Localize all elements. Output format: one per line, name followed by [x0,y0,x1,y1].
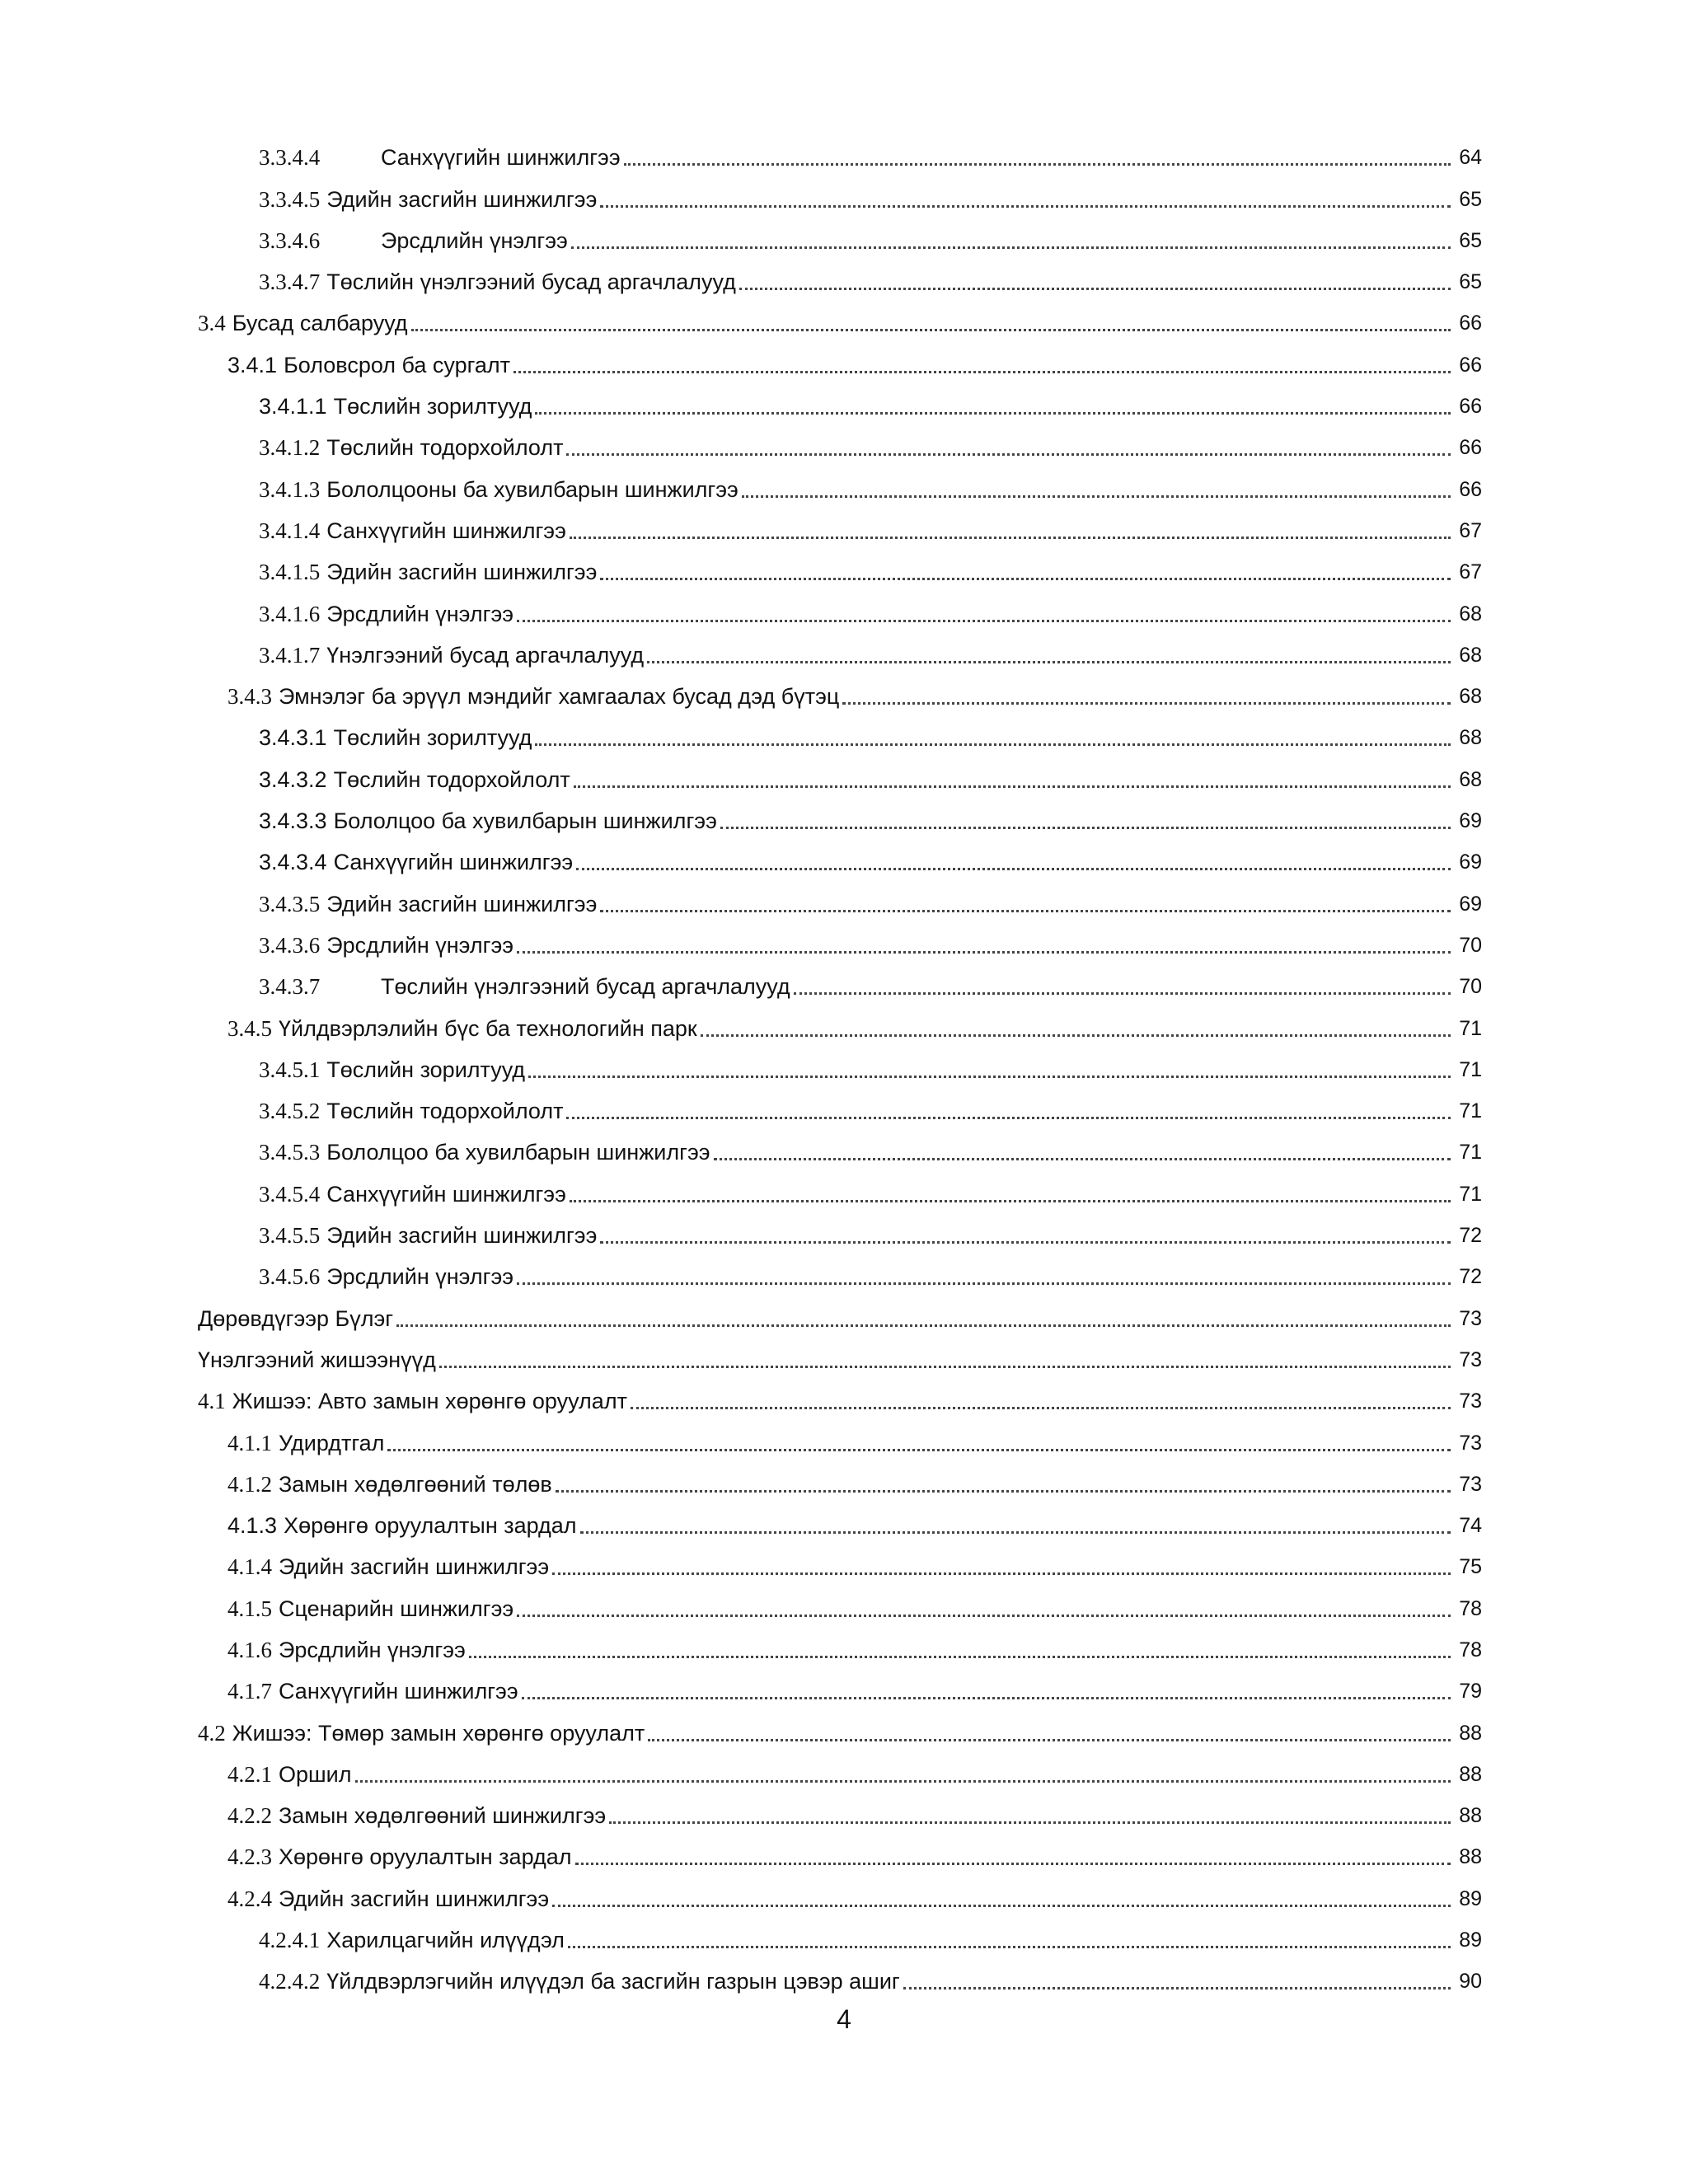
dot-leader [720,826,1451,829]
toc-entry-title: Эдийн засгийн шинжилгээ [326,1223,598,1249]
toc-entry-number: 3.4.1.2 [259,435,321,461]
toc-entry-title: Санхүүгийн шинжилгээ [333,850,574,875]
toc-entry-title: Төслийн тодорхойлолт [326,435,564,461]
toc-entry-number: 4.1.7 [227,1679,272,1704]
toc-entry-number: 4.2.1 [227,1761,272,1787]
toc-entry-page: 66 [1459,436,1482,460]
toc-entry-page: 89 [1459,1886,1482,1910]
toc-entry-title: Жишээ: Авто замын хөрөнгө оруулалт [232,1389,627,1414]
toc-entry-title: Эдийн засгийн шинжилгээ [279,1554,550,1580]
dot-leader [648,1738,1451,1741]
toc-entry-number: 3.4.1.4 [259,518,321,543]
toc-entry-title: Эрсдлийн үнэлгээ [326,601,514,626]
toc-entry[interactable] [198,420,1482,462]
toc-entry-number: 3.4.3.4 [259,850,327,875]
toc-entry-number: 3.4.3.7 [259,974,321,1000]
toc-entry-number: 4.2.4 [227,1886,272,1911]
toc-entry-page: 73 [1459,1347,1482,1371]
toc-entry[interactable] [198,1581,1482,1622]
toc-entry-title: Үнэлгээний бусад аргачлалууд [326,642,645,668]
table-of-contents [198,130,1482,1995]
toc-entry-page: 73 [1459,1431,1482,1455]
toc-entry-page: 68 [1459,685,1482,709]
dot-leader [566,452,1451,456]
dot-leader [387,1448,1451,1451]
toc-entry-number: 3.3.4.7 [259,269,321,295]
toc-entry-page: 89 [1459,1929,1482,1952]
toc-entry-title: Төслийн тодорхойлолт [326,1099,564,1124]
toc-entry-title: Төслийн үнэлгээний бусад аргачлалууд [381,974,790,1000]
toc-entry-title: Төслийн зорилтууд [333,394,532,419]
dot-leader [522,1696,1451,1699]
toc-entry[interactable] [198,1208,1482,1249]
toc-entry-number: 3.4.3.1 [259,725,327,751]
dot-leader [568,1945,1451,1948]
toc-entry[interactable] [198,462,1482,503]
toc-entry-title: Төслийн зорилтууд [326,1057,526,1082]
toc-entry-title: Бололцоо ба хувилбарын шинжилгээ [333,808,717,834]
toc-entry-number: 4.2.2 [227,1803,272,1829]
dot-leader [535,411,1451,415]
toc-entry-title: Замын хөдөлгөөний шинжилгээ [279,1803,607,1829]
toc-entry-page: 65 [1459,187,1482,211]
toc-entry-page: 88 [1459,1845,1482,1869]
toc-entry[interactable] [198,379,1482,420]
toc-entry-page: 74 [1459,1514,1482,1538]
toc-entry[interactable] [198,1084,1482,1125]
toc-entry-number: 3.4.5.1 [259,1057,321,1082]
toc-entry-page: 66 [1459,395,1482,419]
toc-entry-number: 3.4.1.7 [259,642,321,668]
toc-entry-number: 3.3.4.4 [259,145,321,171]
toc-entry[interactable] [198,1043,1482,1084]
dot-leader [513,370,1451,373]
toc-entry-page: 68 [1459,643,1482,667]
toc-entry-page: 66 [1459,477,1482,501]
toc-entry-title: Эрсдлийн үнэлгээ [279,1637,466,1662]
dot-leader [794,991,1451,995]
toc-entry-title: Эдийн засгийн шинжилгээ [326,186,598,212]
toc-entry-number: 3.4.5.6 [259,1264,321,1290]
toc-entry-page: 64 [1459,146,1482,170]
toc-entry-title: Эрсдлийн үнэлгээ [326,1264,514,1290]
toc-entry-number: 4.1.2 [227,1471,272,1497]
toc-entry-title: Оршил [279,1761,352,1787]
toc-entry[interactable] [198,1249,1482,1291]
toc-entry-page: 70 [1459,975,1482,999]
dot-leader [469,1655,1451,1658]
toc-entry[interactable] [198,1001,1482,1042]
toc-entry-page: 66 [1459,353,1482,377]
toc-entry-page: 68 [1459,767,1482,791]
toc-entry-number: 4.1 [198,1389,226,1414]
toc-entry-number: 3.4.3.5 [259,891,321,916]
dot-leader [842,701,1451,705]
dot-leader [574,785,1451,788]
toc-entry-page: 72 [1459,1265,1482,1289]
toc-entry-page: 72 [1459,1224,1482,1248]
toc-entry[interactable] [198,1374,1482,1415]
dot-leader [631,1406,1451,1409]
toc-entry-title: Санхүүгийн шинжилгээ [326,1181,566,1207]
dot-leader [517,1614,1451,1617]
toc-entry[interactable] [198,1913,1482,1954]
toc-entry[interactable] [198,628,1482,669]
toc-entry-number: 3.4.5 [227,1015,272,1041]
toc-entry-title: Хөрөнгө оруулалтын зардал [284,1513,577,1539]
toc-entry[interactable] [198,1291,1482,1332]
toc-entry-title: Удирдтгал [279,1430,385,1455]
toc-entry-title: Эдийн засгийн шинжилгээ [326,560,598,585]
toc-entry-title: Дөрөвдүгээр Бүлэг [198,1305,394,1331]
toc-entry-page: 66 [1459,312,1482,335]
toc-entry-page: 78 [1459,1638,1482,1661]
toc-entry-number: 3.4.5.3 [259,1140,321,1165]
toc-entry-number: 4.1.1 [227,1430,272,1455]
toc-entry-page: 78 [1459,1596,1482,1620]
toc-entry-number: 3.4.1.5 [259,560,321,585]
toc-entry[interactable] [198,835,1482,876]
dot-leader [556,1489,1451,1493]
toc-entry-number: 4.2.4.1 [259,1928,321,1953]
dot-leader [411,328,1451,331]
toc-entry-title: Төслийн үнэлгээний бусад аргачлалууд [326,269,736,295]
toc-entry-number: 3.4.5.4 [259,1181,321,1207]
dot-leader [600,909,1451,912]
toc-entry-title: Замын хөдөлгөөний төлөв [279,1471,552,1497]
toc-entry-title: Эдийн засгийн шинжилгээ [279,1886,550,1911]
toc-entry[interactable] [198,794,1482,835]
toc-entry[interactable] [198,710,1482,752]
toc-entry-number: 4.1.5 [227,1596,272,1621]
toc-entry[interactable] [198,130,1482,171]
toc-entry[interactable] [198,1664,1482,1705]
toc-entry-title: Үнэлгээний жишээнүүд [198,1347,436,1372]
dot-leader [903,1986,1451,1990]
toc-entry-title: Жишээ: Төмөр замын хөрөнгө оруулалт [232,1720,645,1746]
toc-entry[interactable] [198,1333,1482,1374]
toc-entry-title: Санхүүгийн шинжилгээ [279,1679,518,1704]
toc-entry-page: 71 [1459,1141,1482,1165]
toc-entry-page: 75 [1459,1555,1482,1579]
toc-entry-number: 3.3.4.6 [259,227,321,253]
toc-entry[interactable] [198,1705,1482,1746]
toc-entry[interactable] [198,959,1482,1001]
dot-leader [439,1365,1451,1368]
toc-entry-title: Эрсдлийн үнэлгээ [326,932,514,958]
toc-entry-title: Эдийн засгийн шинжилгээ [326,891,598,916]
dot-leader [609,1821,1451,1824]
toc-entry-title: Бололцоо ба хувилбарын шинжилгээ [326,1140,710,1165]
toc-entry-number: 3.4.3.3 [259,808,327,834]
toc-entry-number: 3.4 [198,311,226,336]
toc-entry[interactable] [198,669,1482,710]
toc-entry[interactable] [198,545,1482,586]
toc-entry[interactable] [198,876,1482,917]
toc-entry[interactable] [198,337,1482,378]
dot-leader [701,1033,1451,1037]
toc-entry-page: 88 [1459,1804,1482,1828]
toc-entry-number: 3.4.5.5 [259,1223,321,1249]
toc-entry-title: Хөрөнгө оруулалтын зардал [279,1844,572,1870]
toc-entry-number: 3.4.1.6 [259,601,321,626]
dot-leader [396,1324,1451,1327]
dot-leader [571,246,1451,249]
toc-entry-number: 3.4.1.3 [259,476,321,502]
dot-leader [566,1116,1451,1119]
toc-entry[interactable] [198,1954,1482,1995]
toc-entry-page: 73 [1459,1472,1482,1496]
toc-entry-page: 69 [1459,892,1482,916]
dot-leader [600,1240,1451,1244]
dot-leader [714,1157,1451,1160]
dot-leader [624,162,1451,166]
toc-entry-page: 65 [1459,270,1482,294]
toc-entry-number: 3.4.3 [227,684,272,710]
toc-entry-page: 69 [1459,851,1482,874]
toc-entry-title: Үйлдвэрлэгчийн илүүдэл ба засгийн газрын цэвэр ашиг [326,1969,900,1994]
dot-leader [517,950,1451,954]
toc-entry-number: 3.4.3.6 [259,932,321,958]
toc-entry[interactable] [198,1166,1482,1207]
dot-leader [576,867,1451,870]
toc-entry-title: Сценарийн шинжилгээ [279,1596,514,1621]
toc-entry[interactable] [198,586,1482,627]
toc-entry-number: 4.1.4 [227,1554,272,1580]
dot-leader [570,1199,1451,1202]
toc-entry[interactable] [198,1623,1482,1664]
toc-entry-number: 4.1.6 [227,1637,272,1662]
toc-entry[interactable] [198,1830,1482,1871]
toc-entry-title: Боловсрол ба сургалт [284,352,510,377]
dot-leader [355,1779,1451,1783]
toc-entry-title: Төслийн зорилтууд [333,725,532,751]
toc-entry-title: Үйлдвэрлэлийн бүс ба технологийн парк [279,1015,697,1041]
toc-entry-title: Бололцооны ба хувилбарын шинжилгээ [326,476,738,502]
toc-entry-page: 88 [1459,1721,1482,1745]
dot-leader [552,1904,1451,1907]
toc-entry[interactable] [198,1415,1482,1456]
page-number: 4 [837,2004,851,2034]
toc-entry[interactable] [198,1498,1482,1540]
toc-entry[interactable] [198,1125,1482,1166]
toc-entry-title: Бусад салбарууд [232,311,408,336]
dot-leader [580,1530,1451,1534]
dot-leader [517,619,1451,622]
dot-leader [528,1075,1451,1078]
toc-entry-page: 69 [1459,809,1482,833]
toc-entry-title: Харилцагчийн илүүдэл [326,1928,565,1953]
toc-entry[interactable] [198,504,1482,545]
toc-entry-page: 65 [1459,228,1482,252]
dot-leader [570,536,1451,539]
dot-leader [575,1862,1451,1865]
toc-entry-page: 88 [1459,1762,1482,1786]
toc-entry-number: 4.1.3 [227,1513,278,1539]
toc-entry-page: 67 [1459,518,1482,542]
toc-entry[interactable] [198,1788,1482,1830]
toc-entry[interactable] [198,255,1482,296]
toc-entry-number: 3.4.5.2 [259,1099,321,1124]
toc-entry-title: Эмнэлэг ба эрүүл мэндийг хамгаалах бусад дэд бүтэц [279,684,840,710]
toc-entry-number: 4.2 [198,1720,226,1746]
toc-entry-page: 71 [1459,1182,1482,1206]
toc-entry-number: 4.2.4.2 [259,1969,321,1994]
toc-entry[interactable] [198,918,1482,959]
dot-leader [517,1282,1451,1285]
toc-entry-page: 71 [1459,1099,1482,1123]
dot-leader [742,494,1451,498]
dot-leader [600,204,1451,208]
toc-entry[interactable] [198,1871,1482,1912]
toc-entry[interactable] [198,296,1482,337]
toc-entry-title: Эрсдлийн үнэлгээ [381,227,568,253]
toc-entry[interactable] [198,1540,1482,1581]
toc-entry-page: 73 [1459,1306,1482,1330]
toc-entry-title: Санхүүгийн шинжилгээ [326,518,566,543]
toc-entry[interactable] [198,171,1482,213]
toc-entry[interactable] [198,1747,1482,1788]
toc-entry[interactable] [198,1457,1482,1498]
dot-leader [535,743,1451,746]
toc-entry-page: 73 [1459,1390,1482,1413]
toc-entry-page: 67 [1459,560,1482,584]
dot-leader [739,287,1451,290]
toc-entry-number: 4.2.3 [227,1844,272,1870]
dot-leader [647,660,1451,663]
toc-entry[interactable] [198,213,1482,255]
toc-entry[interactable] [198,752,1482,793]
toc-entry-page: 70 [1459,933,1482,957]
toc-entry-title: Төслийн тодорхойлолт [333,766,570,792]
dot-leader [552,1572,1451,1575]
toc-entry-page: 79 [1459,1680,1482,1704]
toc-entry-page: 71 [1459,1057,1482,1081]
toc-entry-page: 71 [1459,1016,1482,1040]
toc-entry-page: 68 [1459,726,1482,750]
toc-entry-number: 3.4.3.2 [259,766,327,792]
toc-entry-number: 3.4.1.1 [259,394,327,419]
dot-leader [600,577,1451,580]
toc-entry-page: 68 [1459,602,1482,626]
toc-entry-page: 90 [1459,1970,1482,1994]
toc-entry-number: 3.3.4.5 [259,186,321,212]
toc-entry-number: 3.4.1 [227,352,278,377]
toc-entry-title: Санхүүгийн шинжилгээ [381,145,621,171]
